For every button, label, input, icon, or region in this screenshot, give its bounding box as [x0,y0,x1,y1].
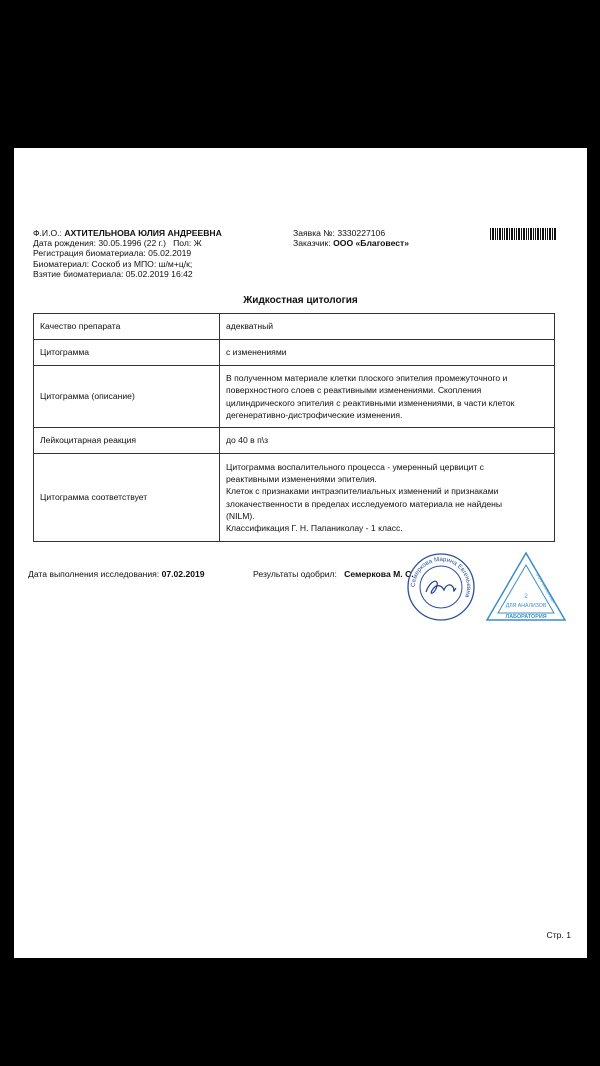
registration-date: Регистрация биоматериала: 05.02.2019 [33,248,192,259]
table-row [34,340,555,366]
stamp-bottom-text: ЛАБОРАТОРИЯ [505,614,547,620]
dob-value: 30.05.1996 (22 г.) [98,238,166,249]
table-row [34,454,555,542]
completion-date: Дата выполнения исследования: 07.02.2019 [28,569,205,579]
row-label: Лейкоцитарная реакция [34,428,220,454]
row-label: Цитограмма [34,340,220,366]
table-row [34,366,555,428]
row-value: В полученном материале клетки плоского эпителия промежуточного и поверхностного слоев с реактивными изменениями. Скопления цилиндрического эпителия с реактивными изменениями, в части клеток дегенеративно-дистрофические изменения. [220,366,555,428]
sex-label: Пол: [173,238,192,249]
document-page [14,148,587,958]
barcode [490,228,556,240]
patient-name: АХТИТЕЛЬНОВА ЮЛИЯ АНДРЕЕВНА [64,228,222,238]
report-title: Жидкостная цитология [243,295,358,306]
stamp-top-text: ООО «ЮНИЛАБ» [535,572,557,605]
row-value: с изменениями [220,340,555,366]
customer-label: Заказчик: [293,238,331,249]
lab-stamp [484,550,568,624]
taken-date: Взятие биоматериала: 05.02.2019 16:42 [33,268,193,279]
results-table [33,313,555,542]
patient-info [33,228,222,279]
stamp-mid-text: ДЛЯ АНАЛИЗОВ [505,603,547,609]
table-row [34,314,555,340]
signature [426,581,456,593]
sex-value: Ж [193,238,202,249]
dob-label: Дата рождения: [33,238,97,249]
row-label: Цитограмма (описание) [34,366,220,428]
biomaterial: Биоматериал: Соскоб из МПО: ш/м+ц/к; [33,258,193,269]
approved-by: Результаты одобрил: Семеркова М. С. [253,569,414,579]
stamp-number: 2 [524,594,528,600]
stamp-round-text: Семеркова Марина Евгеньевна [409,555,473,599]
signature-stamp [406,552,476,622]
page-number: Стр. 1 [546,930,571,940]
order-number-label: Заявка №: [293,228,335,238]
name-label: Ф.И.О.: [33,228,62,238]
order-number: 3330227106 [337,228,386,238]
customer-name: ООО «Благовест» [333,238,410,249]
row-value: Цитограмма воспалительного процесса - умеренный цервицит с реактивными изменениями эпителия. Клеток с признаками интраэпителиальных изменений и признаками злокачественности в пределах исследуемого материала не найдены (NILM). Классификация Г. Н. Папаниколау - 1 класс. [220,454,555,542]
row-label: Цитограмма соответствует [34,454,220,542]
row-label: Качество препарата [34,314,220,340]
order-info [293,228,409,248]
row-value: адекватный [220,314,555,340]
table-row [34,428,555,454]
row-value: до 40 в п\з [220,428,555,454]
